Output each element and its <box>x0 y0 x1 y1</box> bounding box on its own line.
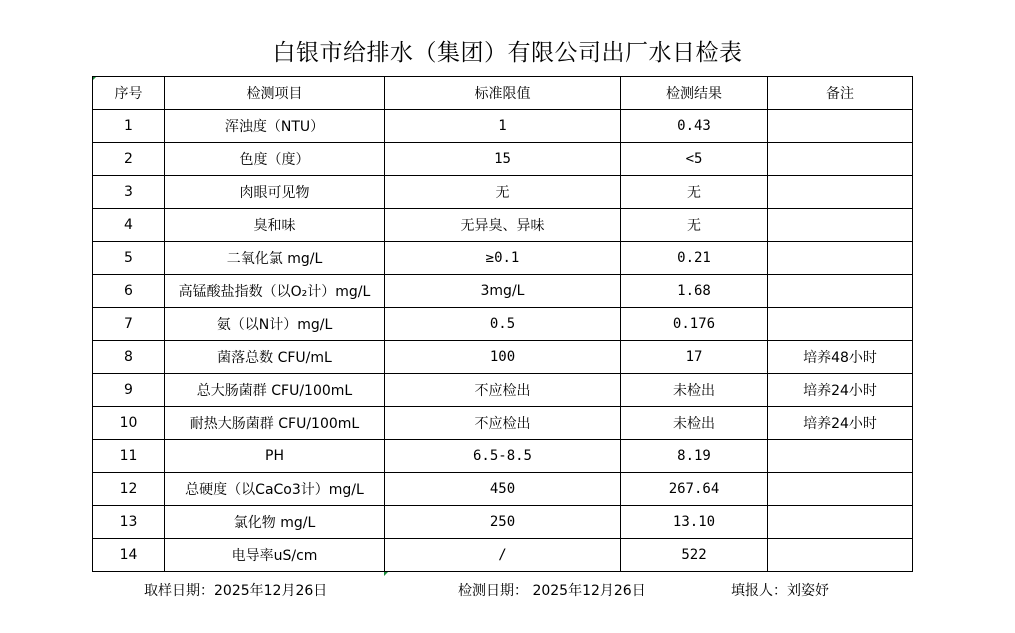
table-header-row <box>93 77 913 110</box>
cell-note <box>768 308 913 341</box>
cell-no: 10 <box>93 407 165 440</box>
cell-note <box>768 110 913 143</box>
cell-result: <5 <box>621 143 768 176</box>
cell-limit: 不应检出 <box>385 407 621 440</box>
table-row <box>93 242 913 275</box>
cell-note <box>768 176 913 209</box>
cell-note <box>768 242 913 275</box>
cell-no: 11 <box>93 440 165 473</box>
header-limit: 标准限值 <box>385 77 621 110</box>
cell-no: 13 <box>93 506 165 539</box>
table-row <box>93 275 913 308</box>
cell-note <box>768 275 913 308</box>
cell-limit: 3mg/L <box>385 275 621 308</box>
cell-note <box>768 440 913 473</box>
cell-item: 肉眼可见物 <box>165 176 385 209</box>
cell-limit: 6.5-8.5 <box>385 440 621 473</box>
cell-note: 培养24小时 <box>768 374 913 407</box>
cell-note: 培养24小时 <box>768 407 913 440</box>
table-row <box>93 308 913 341</box>
cell-result: 无 <box>621 176 768 209</box>
cell-result: 522 <box>621 539 768 572</box>
cell-result: 0.176 <box>621 308 768 341</box>
cell-limit: 1 <box>385 110 621 143</box>
cell-result: 未检出 <box>621 407 768 440</box>
cell-note: 培养48小时 <box>768 341 913 374</box>
header-note: 备注 <box>768 77 913 110</box>
table-row <box>93 209 913 242</box>
cell-result: 1.68 <box>621 275 768 308</box>
cell-limit: ≥0.1 <box>385 242 621 275</box>
cell-limit: 无异臭、异味 <box>385 209 621 242</box>
cell-no: 12 <box>93 473 165 506</box>
cell-result: 17 <box>621 341 768 374</box>
cell-no: 3 <box>93 176 165 209</box>
cell-result: 未检出 <box>621 374 768 407</box>
cell-result: 8.19 <box>621 440 768 473</box>
sample-date: 取样日期：2025年12月26日 <box>144 583 328 599</box>
cell-limit: 15 <box>385 143 621 176</box>
cell-limit: 无 <box>385 176 621 209</box>
cell-item: 菌落总数 CFU/mL <box>165 341 385 374</box>
water-quality-table <box>92 76 913 572</box>
cell-note <box>768 539 913 572</box>
table-row <box>93 473 913 506</box>
header-no: 序号 <box>93 77 165 110</box>
cell-item: 浑浊度（NTU） <box>165 110 385 143</box>
header-result: 检测结果 <box>621 77 768 110</box>
cell-item: 二氧化氯 mg/L <box>165 242 385 275</box>
cell-item: 氨（以N计）mg/L <box>165 308 385 341</box>
report-title: 白银市给排水（集团）有限公司出厂水日检表 <box>272 40 743 66</box>
table-row <box>93 110 913 143</box>
cell-limit: / <box>385 539 621 572</box>
cell-item: 总硬度（以CaCo3计）mg/L <box>165 473 385 506</box>
cell-no: 7 <box>93 308 165 341</box>
table-row <box>93 143 913 176</box>
cell-result: 267.64 <box>621 473 768 506</box>
table-row <box>93 176 913 209</box>
table-row <box>93 539 913 572</box>
cell-item: 耐热大肠菌群 CFU/100mL <box>165 407 385 440</box>
cell-note <box>768 473 913 506</box>
table-row <box>93 506 913 539</box>
table-row <box>93 374 913 407</box>
cell-result: 0.21 <box>621 242 768 275</box>
cell-note <box>768 143 913 176</box>
cell-no: 2 <box>93 143 165 176</box>
cell-no: 9 <box>93 374 165 407</box>
cell-item: 总大肠菌群 CFU/100mL <box>165 374 385 407</box>
cell-result: 13.10 <box>621 506 768 539</box>
cell-limit: 0.5 <box>385 308 621 341</box>
table-row <box>93 341 913 374</box>
reporter: 填报人：刘姿妤 <box>731 583 829 599</box>
cell-item: 臭和味 <box>165 209 385 242</box>
cell-result: 0.43 <box>621 110 768 143</box>
cell-item: PH <box>165 440 385 473</box>
cell-no: 8 <box>93 341 165 374</box>
table-row <box>93 440 913 473</box>
cell-no: 5 <box>93 242 165 275</box>
header-item: 检测项目 <box>165 77 385 110</box>
cell-item: 色度（度） <box>165 143 385 176</box>
table-row <box>93 407 913 440</box>
cell-item: 高锰酸盐指数（以O₂计）mg/L <box>165 275 385 308</box>
cell-no: 14 <box>93 539 165 572</box>
cell-limit: 250 <box>385 506 621 539</box>
cell-limit: 450 <box>385 473 621 506</box>
cell-limit: 不应检出 <box>385 374 621 407</box>
cell-item: 氯化物 mg/L <box>165 506 385 539</box>
cell-no: 1 <box>93 110 165 143</box>
cell-result: 无 <box>621 209 768 242</box>
cell-no: 6 <box>93 275 165 308</box>
cell-note <box>768 209 913 242</box>
test-date: 检测日期： 2025年12月26日 <box>458 583 646 599</box>
cell-item: 电导率uS/cm <box>165 539 385 572</box>
cell-no: 4 <box>93 209 165 242</box>
cell-note <box>768 506 913 539</box>
cell-limit: 100 <box>385 341 621 374</box>
